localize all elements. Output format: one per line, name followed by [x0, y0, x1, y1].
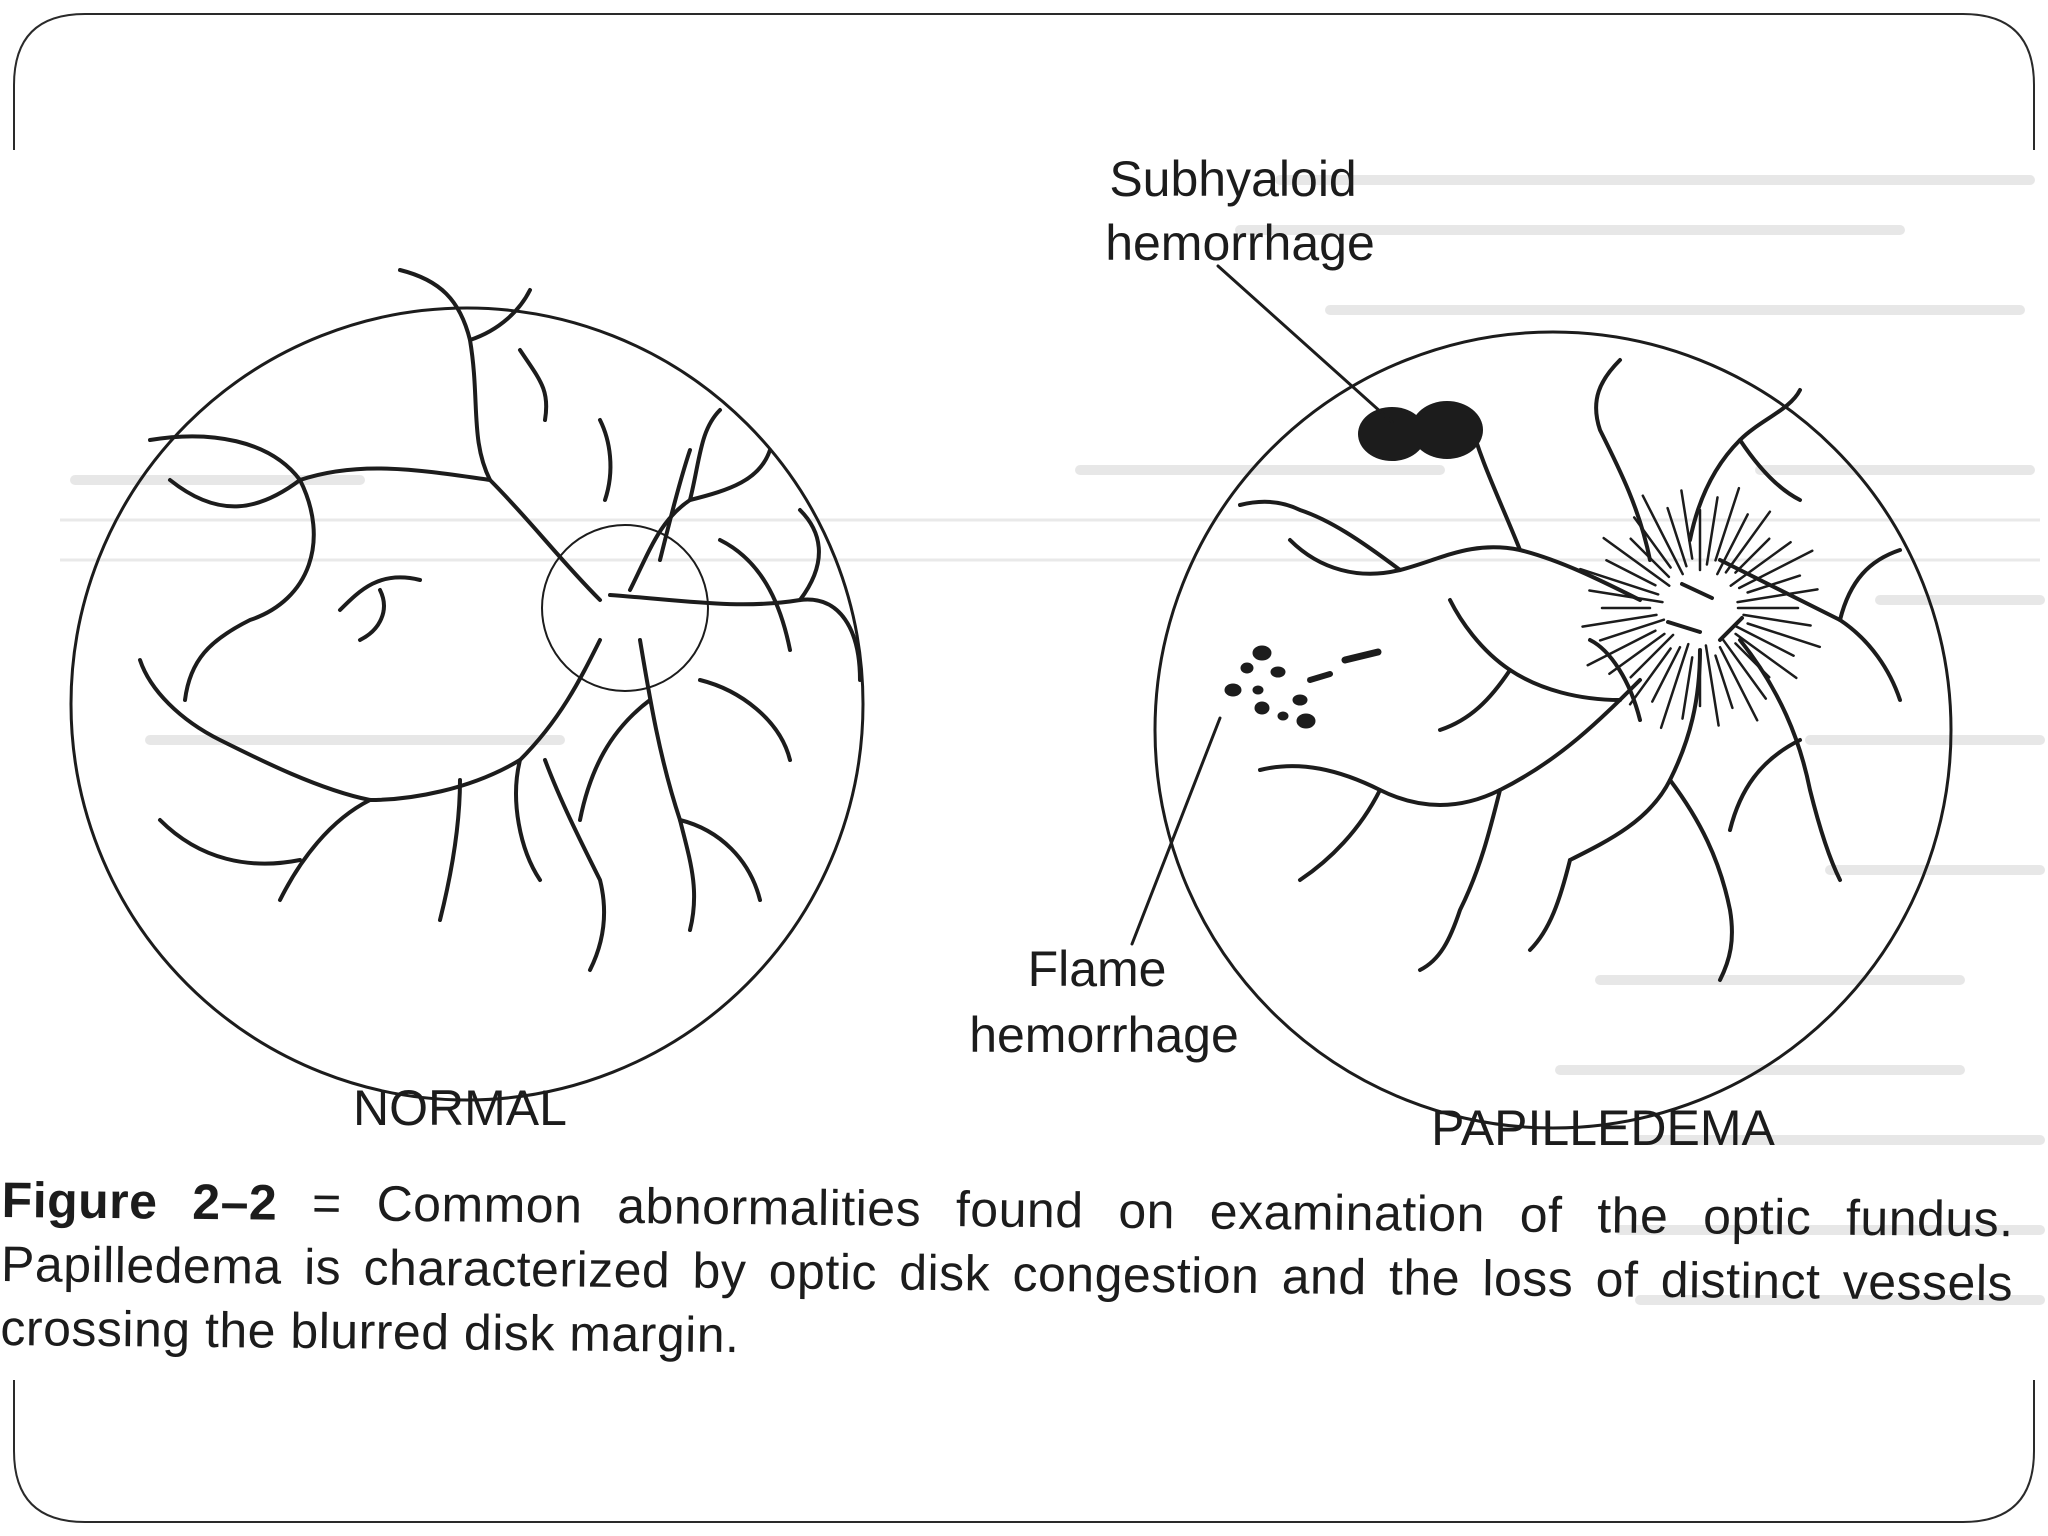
flame-hemorrhage-marks	[1225, 646, 1378, 728]
disc-vessel-stub	[1668, 622, 1700, 632]
figure-caption	[0, 1168, 2014, 1379]
disc-ray	[1744, 615, 1811, 626]
flame-label	[969, 941, 1239, 1063]
disc-ray	[1606, 560, 1655, 585]
normal-label: NORMAL	[353, 1080, 567, 1136]
disc-ray	[1716, 656, 1733, 708]
label-leader-lines	[1132, 266, 1392, 944]
figure-number: Figure 2–2	[1, 1171, 278, 1231]
disc-vessel-stub	[1682, 584, 1712, 598]
subhyaloid-label-line-1: Subhyaloid	[1109, 151, 1357, 207]
papilledema-retinal-vessels	[1240, 360, 1900, 980]
flame-label-line-1: Flame	[1027, 941, 1167, 997]
papilledema-label: PAPILLEDEMA	[1431, 1100, 1775, 1156]
normal-optic-disc	[542, 525, 708, 691]
flame-label-line-2: hemorrhage	[969, 1007, 1239, 1063]
normal-fundus-diagram	[71, 270, 863, 1100]
subhyaloid-label-line-2: hemorrhage	[1105, 215, 1375, 271]
caption-text: Common abnormalities found on examination of the optic fundus. Papilledema is characterized by optic disk congestion and the loss of distinct vessels crossing the blurred disk margin.	[0, 1175, 2014, 1364]
papilledema-swollen-disc	[1580, 488, 1820, 728]
flame-leader-line	[1132, 718, 1220, 944]
normal-fundus-circle	[71, 308, 863, 1100]
caption-separator: =	[311, 1174, 343, 1232]
disc-ray	[1735, 539, 1769, 573]
disc-ray	[1748, 624, 1820, 647]
disc-ray	[1681, 491, 1692, 559]
disc-ray	[1707, 497, 1718, 564]
disc-ray	[1683, 657, 1693, 718]
disc-ray	[1668, 508, 1687, 566]
subhyaloid-label	[1105, 151, 1375, 271]
disc-ray	[1716, 488, 1739, 560]
papilledema-fundus-circle	[1155, 332, 1951, 1128]
papilledema-fundus-diagram	[1155, 332, 1951, 1128]
subhyaloid-leader-line	[1218, 266, 1392, 422]
